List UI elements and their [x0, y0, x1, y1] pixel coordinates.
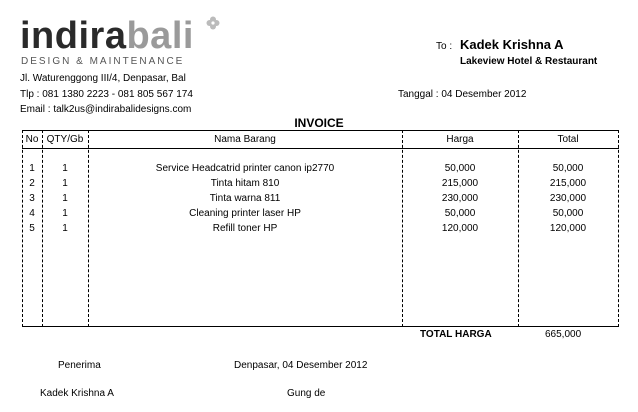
- table-bottom-border: [22, 326, 619, 327]
- receiver-label: Penerima: [58, 360, 101, 371]
- row-qty: 1: [62, 223, 68, 234]
- company-address: Jl. Waturenggong III/4, Denpasar, Bal: [20, 73, 186, 84]
- row-price: 50,000: [444, 208, 476, 219]
- total-label: TOTAL HARGA: [420, 329, 492, 340]
- logo-text-part2: bali: [126, 15, 194, 57]
- row-total: 230,000: [549, 193, 587, 204]
- invoice-date: Tanggal : 04 Desember 2012: [398, 89, 527, 100]
- row-item-name: Tinta hitam 810: [210, 178, 280, 189]
- row-item-name: Cleaning printer laser HP: [189, 208, 301, 219]
- row-price: 120,000: [441, 223, 479, 234]
- row-total: 120,000: [549, 223, 587, 234]
- row-item-name: Service Headcatrid printer canon ip2770: [155, 163, 335, 174]
- row-qty: 1: [62, 208, 68, 219]
- row-price: 50,000: [444, 163, 476, 174]
- header-price: Harga: [446, 134, 474, 145]
- row-qty: 1: [62, 163, 68, 174]
- row-no: 5: [29, 223, 35, 234]
- header-total: Total: [557, 134, 579, 145]
- place-date: Denpasar, 04 Desember 2012: [234, 360, 368, 371]
- company-email: Email : talk2us@indirabalidesigns.com: [20, 104, 192, 115]
- row-qty: 1: [62, 178, 68, 189]
- invoice-title: INVOICE: [294, 116, 344, 130]
- row-total: 215,000: [549, 178, 587, 189]
- row-price: 215,000: [441, 178, 479, 189]
- recipient-company: Lakeview Hotel & Restaurant: [460, 56, 598, 67]
- total-value: 665,000: [545, 329, 582, 340]
- row-qty: 1: [62, 193, 68, 204]
- company-phone: Tlp : 081 1380 2223 - 081 805 567 174: [20, 89, 193, 100]
- col-divider: [618, 130, 619, 327]
- header-item-name: Nama Barang: [214, 134, 276, 145]
- row-no: 3: [29, 193, 35, 204]
- row-no: 1: [29, 163, 35, 174]
- row-total: 50,000: [552, 208, 584, 219]
- row-total: 50,000: [552, 163, 584, 174]
- logo-text-part1: indira: [20, 15, 127, 57]
- invoice-table: [22, 130, 619, 337]
- recipient-name: Kadek Krishna A: [460, 37, 564, 52]
- to-label: To :: [436, 41, 453, 52]
- receiver-name: Kadek Krishna A: [40, 388, 114, 399]
- header-no: No: [25, 134, 39, 145]
- row-item-name: Refill toner HP: [212, 223, 278, 234]
- flower-icon: [206, 16, 220, 30]
- row-price: 230,000: [441, 193, 479, 204]
- issuer-name: Gung de: [287, 388, 326, 399]
- company-logo: [20, 16, 194, 56]
- table-top-border: [22, 130, 619, 131]
- row-no: 4: [29, 208, 35, 219]
- header-qty: QTY/Gb: [46, 134, 84, 145]
- table-header-border: [22, 148, 619, 149]
- logo-tagline: DESIGN & MAINTENANCE: [21, 56, 185, 67]
- row-no: 2: [29, 178, 35, 189]
- row-item-name: Tinta warna 811: [209, 193, 281, 204]
